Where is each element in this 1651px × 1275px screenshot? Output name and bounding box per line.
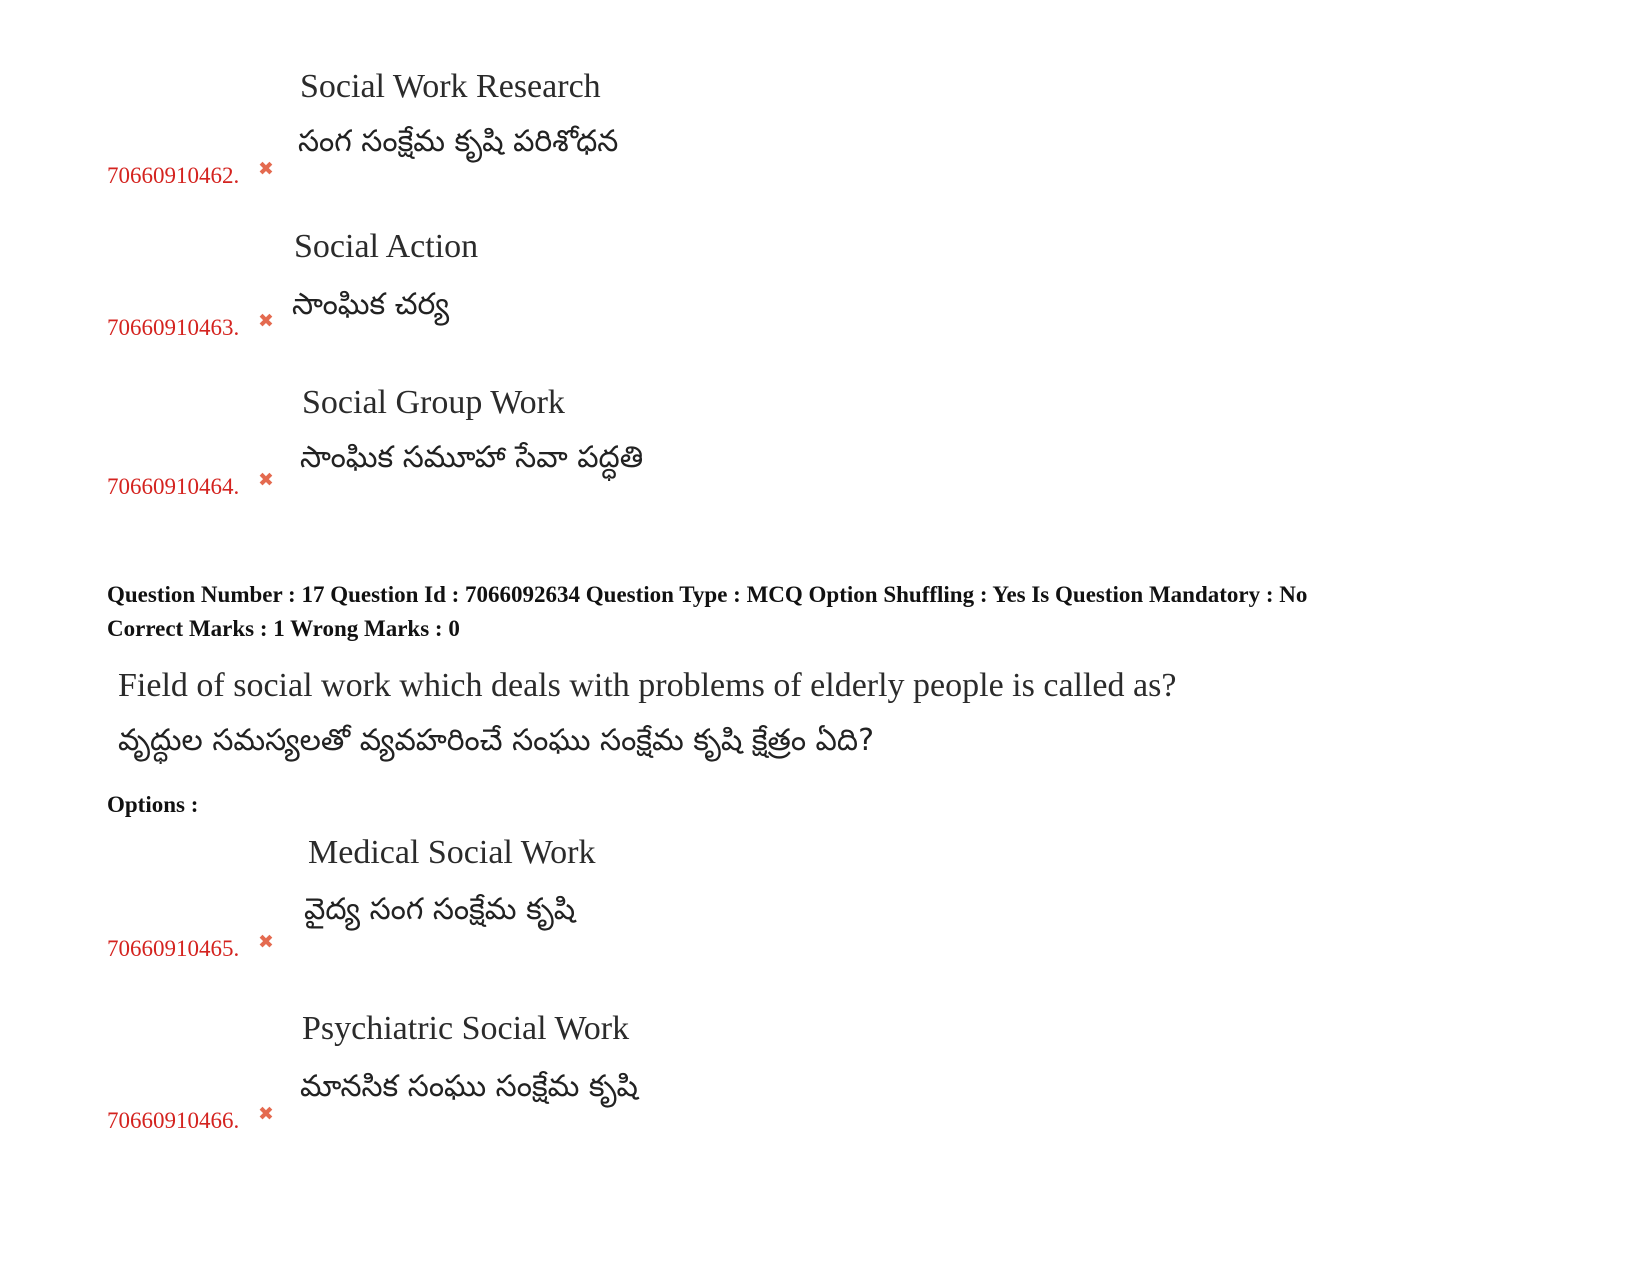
option-text-telugu: వైద్య సంగ సంక్షేమ కృషి [304, 892, 576, 927]
cross-icon: ✖ [258, 469, 274, 491]
option-text-telugu: సాంఘిక చర్య [292, 287, 450, 322]
cross-icon: ✖ [258, 310, 274, 332]
option-id: 70660910463. [107, 315, 240, 340]
option-text-english: Medical Social Work [308, 834, 596, 871]
option-id: 70660910464. [107, 474, 240, 499]
option-id: 70660910462. [107, 163, 240, 188]
cross-icon: ✖ [258, 931, 274, 953]
option-id: 70660910465. [107, 936, 240, 961]
question-text-english: Field of social work which deals with problems of elderly people is called as? [118, 667, 1177, 704]
question-meta: Question Number : 17 Question Id : 7066092634 Question Type : MCQ Option Shuffling : Yes Is Question Mandatory : No [107, 582, 1308, 607]
marks-meta: Correct Marks : 1 Wrong Marks : 0 [107, 616, 460, 641]
cross-icon: ✖ [258, 158, 274, 180]
option-text-telugu: సంగ సంక్షేమ కృషి పరిశోధన [298, 124, 619, 159]
options-label: Options : [107, 792, 199, 817]
option-text-english: Psychiatric Social Work [302, 1010, 630, 1047]
option-text-english: Social Action [294, 228, 479, 265]
option-text-telugu: సాంఘిక సమూహా సేవా పద్ధతి [300, 440, 644, 475]
cross-icon: ✖ [258, 1103, 274, 1125]
option-text-english: Social Work Research [300, 68, 601, 105]
question-text-telugu: వృద్ధుల సమస్యలతో వ్యవహరించే సంఘు సంక్షేమ కృషి క్షేత్రం ఏది? [118, 723, 874, 758]
option-id: 70660910466. [107, 1108, 240, 1133]
option-text-english: Social Group Work [302, 384, 565, 421]
option-text-telugu: మానసిక సంఘు సంక్షేమ కృషి [300, 1069, 638, 1104]
